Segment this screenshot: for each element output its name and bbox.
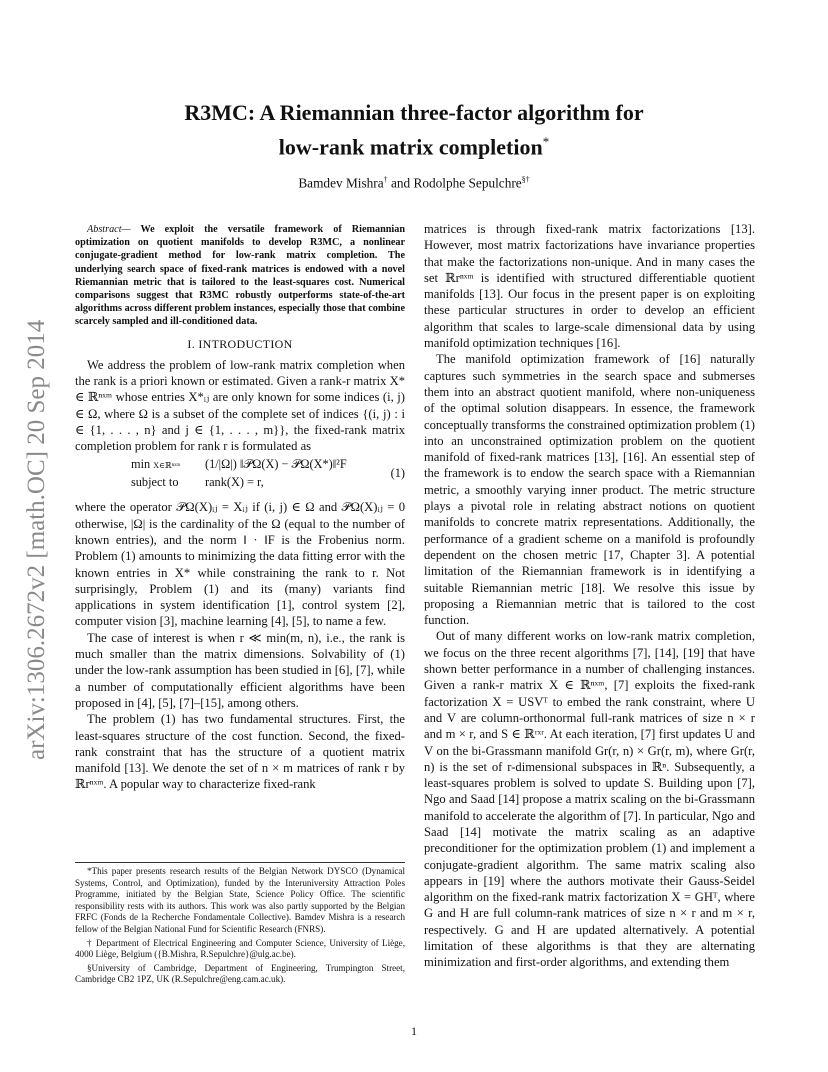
footnote-affiliation-cambridge: §University of Cambridge, Department of Engineering, Trumpington Street, Cambridge CB2 1PZ, UK (R.Sepulchre@eng.cam.ac.uk). [75, 962, 405, 985]
equation-subject-to: subject to [131, 475, 179, 490]
page-number: 1 [411, 1024, 417, 1038]
paragraph: Out of many different works on low-rank matrix completion, we focus on the three recent algorithms [7], [14], [19] that have shown better performance in a number of challenging instances. Given a rank-r matrix X ∈ ℝⁿˣᵐ, [7] exploits the fixed-rank factorization X = USVᵀ to embed the rank constraint, where U and V are column-orthonormal full-rank matrices of size n × r and m × r, and S ∈ ℝʳˣʳ. At each iteration, [7] first updates U and V on the bi-Grassmann manifold Gr(r, n) × Gr(r, m), where Gr(r, n) is the set of r-dimensional subspaces in ℝⁿ. Subsequently, a least-squares problem is solved to update S. Building upon [7], Ngo and Saad [14] propose a matrix scaling on the bi-Grassmann manifold to accelerate the algorithm of [7]. In particular, Ngo and Saad [14] motivate the matrix scaling as an adaptive preconditioner for the optimization problem (1) and implement a conjugate-gradient algorithm. The same matrix scaling also appears in [19] where the authors motivate their Gauss-Seidel algorithm on the fixed-rank matrix factorization X = GHᵀ, where G and H are full column-rank matrices of size n × r and m × r, respectively. G and H are updated alternatively. A potential limitation of these algorithms is that they are alternating minimization and first-order algorithms, and extending them [424, 629, 755, 970]
abstract-text: We exploit the versatile framework of Riemannian optimization on quotient manifolds to develop R3MC, a nonlinear conjugate-gradient method for low-rank matrix completion. The underlying search space of fixed-rank matrices is endowed with a novel Riemannian metric that is tailored to the least-squares cost. Numerical comparisons suggest that R3MC robustly outperforms state-of-the-art algorithms across different problem instances, especially those that combine scarcely sampled and ill-conditioned data. [75, 224, 405, 328]
paper-title [120, 98, 708, 161]
author-conjunction: and [387, 175, 414, 191]
paragraph: matrices is through fixed-rank matrix factorizations [13]. However, most matrix factorizations have invariance properties that make the factorizations non-unique. And in many cases the set ℝrⁿˣᵐ is identified with structured differentiable quotient manifolds [13]. Our focus in the present paper is on exploiting these particular structures in order to develop an efficient algorithm that scales to large-scale dimensional data by using manifold optimization techniques [16]. [424, 222, 755, 351]
left-column [75, 223, 405, 793]
equation-1 [75, 457, 405, 495]
paragraph: The case of interest is when r ≪ min(m, n), i.e., the rank is much smaller than the matrix dimensions. Solvability of (1) under the low-rank assumption has been studied in [6], [7], while a number of computationally efficient algorithms have been proposed in [4], [5], [7]–[15], among others. [75, 630, 405, 710]
abstract [75, 223, 405, 329]
footnote-funding: *This paper presents research results of the Belgian Network DYSCO (Dynamical Systems, Control, and Optimization), funded by the Interuniversity Attraction Poles Programme, initiated by the Belgian State, Science Policy Office. The scientific responsibility rests with its authors. This work was also partly supported by the Belgian FRFC (Fonds de la Recherche Fondamentale Collective). Bamdev Mishra is a research fellow of the Belgian National Fund for Scientific Research (FNRS). [75, 866, 405, 934]
author-1: Bamdev Mishra [298, 175, 384, 191]
equation-min: min X∈ℝⁿˣᵐ [131, 457, 181, 472]
equation-constraint: rank(X) = r, [205, 475, 264, 490]
paper-title-line1: R3MC: A Riemannian three-factor algorithm for [184, 100, 644, 125]
paper-title-line2-wrap [120, 127, 708, 161]
equation-number: (1) [390, 466, 405, 481]
equation-min-subscript: X∈ℝⁿˣᵐ [153, 461, 181, 471]
arxiv-identifier-text: arXiv:1306.2672v2 [math.OC] 20 Sep 2014 [23, 319, 50, 760]
author-2-mark: §† [521, 175, 530, 184]
footnotes [75, 862, 405, 988]
paragraph: The problem (1) has two fundamental structures. First, the least-squares structure of the cost function. Second, the fixed-rank constraint that has the structure of a quotient matrix manifold [13]. We denote the set of n × m matrices of rank r by ℝrⁿˣᵐ. A popular way to characterize fixed-rank [75, 712, 405, 792]
arxiv-identifier-stamp [14, 240, 54, 760]
paragraph: The manifold optimization framework of [16] naturally captures such symmetries in the search space and submerses them into an abstract quotient manifold, where non-uniqueness of the optimal solution disappears. In essence, the framework conceptually transforms the constrained optimization problem (1) into an unconstrained optimization problem on the quotient manifold of fixed-rank matrices [13], [16]. An essential step of the framework is to endow the search space with a Riemannian metric, a smoothly varying inner product. The metric structure plays a pivotal role in relating abstract notions on quotient manifolds to concrete matrix representations. Additionally, the performance of a gradient scheme on a manifold is profoundly dependent on the chosen metric [17, Chapter 3]. A potential limitation of the Riemannian framework is in identifying a suitable Riemannian metric [18]. We resolve this issue by proposing a Riemannian metric that is tailored to the cost function. [424, 352, 755, 628]
title-footnote-mark: * [542, 134, 550, 149]
footnote-affiliation-liege: † Department of Electrical Engineering and Computer Science, University of Liège, 4000 Liège, Belgium ({B.Mishra, R.Sepulchre}@ulg.ac.be). [75, 937, 405, 960]
paragraph: where the operator 𝒫Ω(X)ᵢⱼ = Xᵢⱼ if (i, j) ∈ Ω and 𝒫Ω(X)ᵢⱼ = 0 otherwise, |Ω| is the cardinality of the Ω (equal to the number of known entries), and the norm ‖ · ‖F is the Frobenius norm. Problem (1) amounts to minimizing the data fitting error with the known entries in X* while constraining the rank to r. Not surprisingly, Problem (1) and its (many) variants find applications in system identification [1], control system [2], computer vision [3], machine learning [4], [5], to name a few. [75, 500, 405, 629]
abstract-label: Abstract— [87, 224, 131, 235]
paragraph: We address the problem of low-rank matrix completion when the rank is a priori known or estimated. Given a rank-r matrix X* ∈ ℝⁿˣᵐ whose entries X*ᵢⱼ are only known for some indices (i, j) ∈ Ω, where Ω is a subset of the complete set of indices {(i, j) : i ∈ {1, . . . , n} and j ∈ {1, . . . , m}}, the fixed-rank matrix completion problem for rank r is formulated as [75, 357, 405, 454]
author-2: Rodolphe Sepulchre [413, 175, 522, 191]
section-heading-introduction: I. INTRODUCTION [187, 336, 293, 351]
author-list [120, 175, 708, 191]
equation-objective: (1/|Ω|) ‖𝒫Ω(X) − 𝒫Ω(X*)‖²F [205, 457, 347, 472]
paper-title-line2: low-rank matrix completion [278, 134, 543, 160]
author-1-mark: † [383, 175, 388, 184]
right-column [424, 221, 755, 971]
